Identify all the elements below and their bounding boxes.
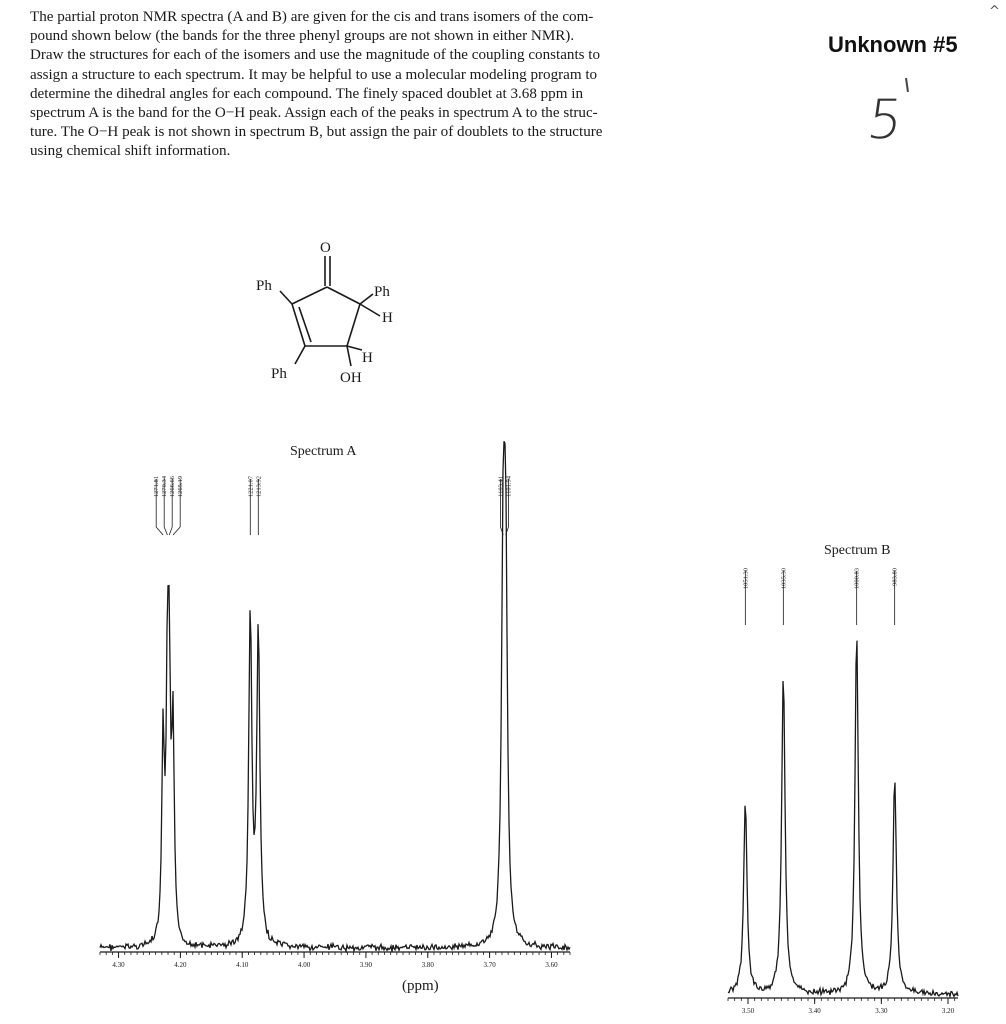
peak-label-leader — [156, 527, 163, 535]
axis-tick-label: 3.20 — [941, 1007, 955, 1015]
problem-line: using chemical shift information. — [30, 143, 231, 160]
spectrum-a-peak-labels — [153, 475, 512, 535]
axis-tick-label: 3.60 — [545, 961, 558, 969]
peak-label: 1051.30 — [742, 568, 750, 590]
peak-label: 1101.94 — [505, 476, 513, 497]
axis-tick-label: 4.10 — [236, 961, 249, 969]
axis-tick-label: 3.50 — [741, 1007, 755, 1015]
bond-substituent — [347, 346, 351, 366]
peak-label: 1271.81 — [153, 476, 161, 498]
peak-label: 1103.41 — [497, 476, 505, 497]
bond-ring — [292, 304, 305, 346]
axis-tick-label: 4.20 — [174, 961, 187, 969]
problem-line: The partial proton NMR spectra (A and B) are given for the cis and trans isomers of the com- — [30, 9, 594, 25]
axis-tick-label: 4.30 — [112, 961, 125, 969]
atom-label-h: H — [362, 350, 373, 366]
peak-label: 1266.66 — [169, 476, 177, 498]
peak-label: 1035.30 — [780, 568, 788, 590]
peak-label-leader — [164, 527, 167, 535]
problem-line: assign a structure to each spectrum. It may be helpful to use a molecular modeling program to — [30, 66, 598, 83]
peak-label: 1000.83 — [853, 568, 861, 590]
bond-ring — [347, 304, 360, 346]
axis-tick-label: 3.40 — [808, 1007, 821, 1015]
peak-label-leader — [173, 527, 180, 535]
unknown-label: Unknown #5 — [828, 32, 958, 57]
spectrum-a-ticks — [100, 952, 570, 969]
spectrum-b-trace — [728, 641, 958, 997]
bond-ring — [327, 287, 360, 304]
spectrum-b-peak-labels — [742, 568, 898, 625]
spectrum-b-ticks — [728, 998, 955, 1015]
handwritten-number: 5 — [863, 88, 907, 151]
peak-label: 1221.07 — [247, 476, 255, 498]
peak-label-leader — [169, 527, 172, 535]
spectrum-a-trace — [100, 441, 570, 951]
atom-label-ph: Ph — [256, 278, 272, 294]
problem-line: spectrum A is the band for the O−H peak. Assign each of the peaks in spectrum A to the struc- — [30, 105, 598, 122]
bond-substituent — [280, 291, 292, 304]
atom-label-o: O — [320, 240, 331, 256]
peak-label: 1213.92 — [255, 476, 263, 498]
axis-tick-label: 4.00 — [297, 961, 311, 969]
atom-label-h: H — [382, 310, 393, 326]
peak-label: 1265.19 — [177, 476, 185, 498]
atom-label-oh: OH — [340, 370, 362, 386]
axis-tick-label: 3.80 — [421, 961, 434, 969]
spectrum-b-title: Spectrum B — [824, 543, 891, 558]
axis-tick-label: 3.70 — [483, 961, 496, 969]
bond-ring — [292, 287, 327, 304]
bond-substituent — [360, 294, 373, 304]
atom-label-ph: Ph — [374, 284, 390, 300]
bond-ring-double — [299, 307, 311, 342]
corner-caret: ^ — [989, 4, 1000, 19]
bond-substituent — [360, 304, 380, 316]
axis-tick-label: 3.30 — [875, 1007, 888, 1015]
bond-substituent — [347, 346, 362, 350]
axis-tick-label: 3.90 — [359, 961, 373, 969]
problem-line: Draw the structures for each of the isomers and use the magnitude of the coupling constants to — [30, 47, 601, 64]
spectrum-a-title: Spectrum A — [290, 444, 357, 459]
peak-label: 1270.34 — [161, 476, 169, 498]
spectrum-a-xlabel: (ppm) — [402, 978, 439, 994]
bond-substituent — [295, 346, 305, 364]
problem-line: determine the dihedral angles for each compound. The finely spaced doublet at 3.68 ppm in — [30, 85, 583, 102]
problem-line: pound shown below (the bands for the three phenyl groups are not shown in either NMR). — [30, 28, 575, 45]
problem-line: ture. The O−H peak is not shown in spectrum B, but assign the pair of doublets to the structure — [30, 124, 603, 141]
peak-label: 983.80 — [891, 568, 899, 586]
atom-label-ph: Ph — [271, 366, 287, 382]
